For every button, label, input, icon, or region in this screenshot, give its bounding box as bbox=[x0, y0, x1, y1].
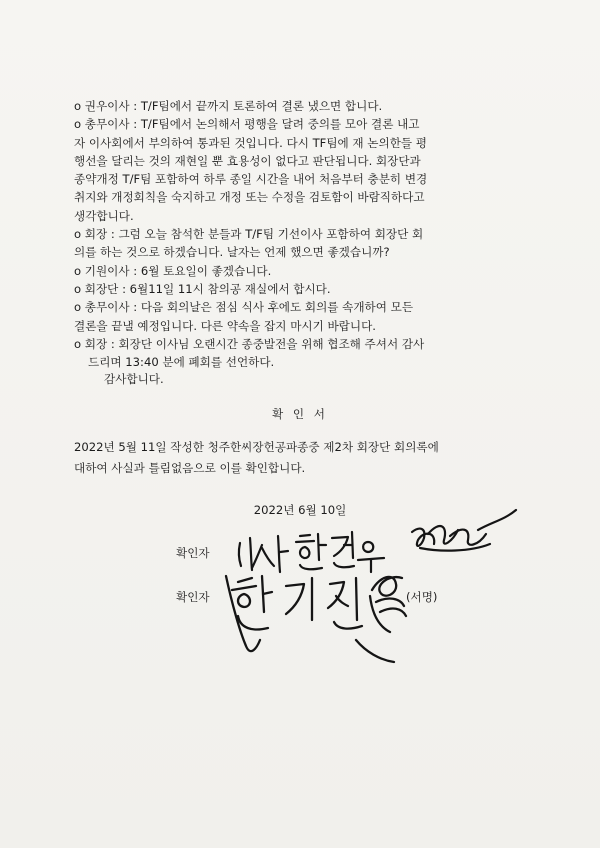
minutes-line: o 회장단 : 6월11일 11시 참의공 재실에서 합시다. bbox=[74, 281, 331, 296]
minutes-line: 종약개정 T/F팀 포함하여 하루 종일 시간을 내어 처음부터 충분히 변경 bbox=[74, 172, 428, 187]
meeting-minutes bbox=[74, 97, 514, 371]
confirmer2-handwriting bbox=[226, 576, 406, 662]
confirmer-label: 확인자 bbox=[176, 546, 210, 560]
minutes-line: o 기원이사 : 6월 토요일이 좋겠습니다. bbox=[74, 263, 272, 278]
minutes-line: o 총무이사 : 다음 회의날은 점심 식사 후에도 회의를 속개하여 모든 bbox=[74, 300, 414, 315]
minutes-line: 결론을 끝낼 예정입니다. 다른 약속을 잡지 마시기 바랍니다. bbox=[74, 318, 376, 333]
minutes-line: 취지와 개정회칙을 숙지하고 개정 또는 수정을 검토함이 바람직하다고 bbox=[74, 190, 425, 205]
confirmation-heading: 확 인 서 bbox=[272, 407, 328, 421]
closing-remark: 감사합니다. bbox=[104, 372, 164, 386]
minutes-line: o 권우이사 : T/F팀에서 끝까지 토론하여 결론 냈으면 합니다. bbox=[74, 99, 383, 113]
minutes-line: 의를 하는 것으로 하겠습니다. 날자는 언제 했으면 좋겠습니까? bbox=[74, 245, 390, 260]
minutes-line: o 회장 : 그럼 오늘 참석한 분들과 T/F팀 기선이사 포함하여 회장단 회 bbox=[74, 227, 424, 242]
minutes-line: 행선을 달리는 것의 재현일 뿐 효용성이 없다고 판단됩니다. 회장단과 bbox=[74, 153, 421, 168]
confirmation-date: 2022년 6월 10일 bbox=[253, 503, 347, 517]
minutes-line: 드리며 13:40 분에 폐회를 선언하다. bbox=[88, 355, 275, 370]
confirmer1-handwriting bbox=[239, 510, 516, 572]
minutes-line: 자 이사회에서 부의하여 통과된 것입니다. 다시 TF팀에 재 논의한들 평 bbox=[74, 135, 427, 150]
minutes-line: o 총무이사 : T/F팀에서 논의해서 평행을 달려 중의를 모아 결론 내고 bbox=[74, 117, 420, 132]
signature-mark: (서명) bbox=[406, 590, 438, 604]
confirmation-line: 2022년 5월 11일 작성한 청주한씨장헌공파종중 제2차 회장단 회의록에 bbox=[74, 440, 439, 454]
minutes-line: 생각합니다. bbox=[74, 208, 134, 223]
confirmer-label: 확인자 bbox=[176, 590, 210, 604]
confirmation-text bbox=[74, 437, 524, 479]
confirmation-line: 대하여 사실과 틀림없음으로 이를 확인합니다. bbox=[74, 461, 306, 475]
minutes-line: o 회장 : 회장단 이사님 오랜시간 종중발전을 위해 협조해 주셔서 감사 bbox=[74, 336, 425, 351]
